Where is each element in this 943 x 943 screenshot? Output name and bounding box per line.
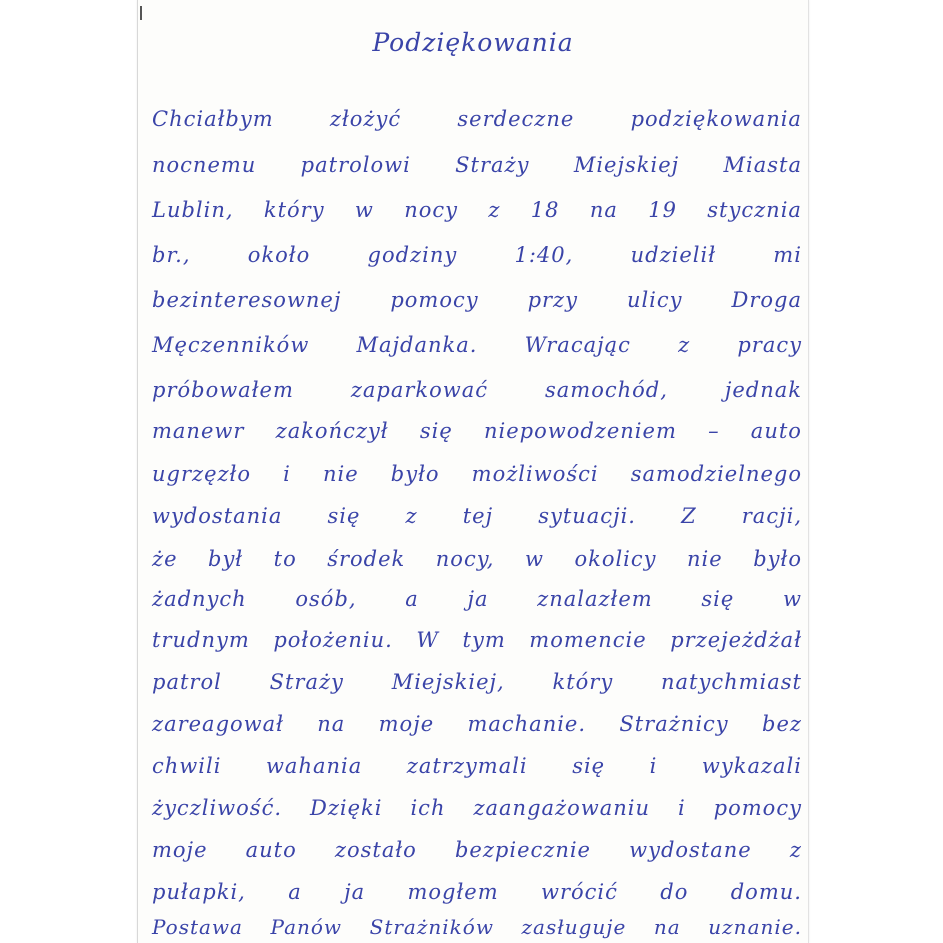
handwritten-letter-page	[137, 0, 809, 943]
handwritten-word: Z	[681, 504, 697, 528]
handwritten-word: to	[273, 547, 297, 571]
handwritten-word: –	[708, 419, 720, 443]
handwritten-word: Lublin,	[152, 198, 234, 222]
handwritten-word: było	[390, 462, 440, 486]
handwritten-word: przejeżdżał	[670, 628, 802, 652]
handwritten-word: jednak	[724, 378, 802, 402]
handwritten-word: na	[653, 915, 681, 939]
handwritten-word: wykazali	[701, 754, 802, 778]
handwritten-word: samodzielnego	[630, 462, 802, 486]
handwritten-word: i	[677, 796, 686, 820]
handwritten-word: ja	[344, 880, 366, 904]
letter-line	[152, 580, 802, 618]
handwritten-word: patrolowi	[300, 153, 411, 177]
handwritten-word: próbowałem	[152, 378, 294, 402]
handwritten-word: bezpiecznie	[454, 838, 591, 862]
handwritten-word: bez	[762, 712, 802, 736]
handwritten-word: zareagował	[152, 712, 284, 736]
handwritten-word: Straży	[455, 153, 530, 177]
letter-line	[152, 281, 802, 319]
handwritten-word: tym	[462, 628, 506, 652]
handwritten-word: racji,	[741, 504, 802, 528]
handwritten-word: manewr	[152, 419, 245, 443]
handwritten-word: się	[327, 504, 361, 528]
handwritten-word: było	[753, 547, 802, 571]
handwritten-word: Miejskiej,	[391, 670, 505, 694]
handwritten-word: w	[782, 587, 802, 611]
handwritten-word: był	[208, 547, 244, 571]
handwritten-word: trudnym	[152, 628, 250, 652]
handwritten-word: zaangażowaniu	[473, 796, 651, 820]
handwritten-word: życzliwość.	[152, 796, 283, 820]
letter-title: Podziękowania	[372, 28, 574, 57]
handwritten-word: pułapki,	[152, 880, 246, 904]
handwritten-word: ulicy	[626, 288, 683, 312]
handwritten-word: wahania	[265, 754, 363, 778]
handwritten-word: a	[405, 587, 419, 611]
letter-line	[152, 326, 802, 364]
letter-line	[152, 747, 802, 785]
handwritten-word: osób,	[295, 587, 357, 611]
letter-line	[152, 371, 802, 409]
handwritten-word: ja	[467, 587, 489, 611]
handwritten-word: do	[660, 880, 689, 904]
letter-line	[152, 621, 802, 659]
handwritten-word: się	[419, 419, 453, 443]
handwritten-word: w	[354, 198, 374, 222]
handwritten-word: na	[589, 198, 618, 222]
handwritten-word: mogłem	[407, 880, 499, 904]
handwritten-word: pomocy	[713, 796, 802, 820]
handwritten-word: zaparkować	[350, 378, 489, 402]
handwritten-word: około	[247, 243, 311, 267]
handwritten-word: Strażnicy	[619, 712, 729, 736]
letter-line	[152, 705, 802, 743]
handwritten-word: natychmiast	[660, 670, 802, 694]
handwritten-word: który	[263, 198, 325, 222]
handwritten-word: który	[552, 670, 614, 694]
handwritten-word: zakończył	[275, 419, 389, 443]
letter-line	[152, 663, 802, 701]
handwritten-word: z	[488, 198, 501, 222]
handwritten-word: wydostania	[152, 504, 283, 528]
handwritten-word: okolicy	[574, 547, 657, 571]
handwritten-word: W	[416, 628, 439, 652]
handwritten-word: 19	[648, 198, 677, 222]
handwritten-word: Wracając	[524, 333, 631, 357]
handwritten-word: br.,	[152, 243, 191, 267]
handwritten-word: nocy,	[435, 547, 495, 571]
handwritten-word: na	[317, 712, 346, 736]
letter-line	[152, 789, 802, 827]
handwritten-word: Panów	[270, 915, 343, 939]
handwritten-word: i	[283, 462, 291, 486]
handwritten-word: położeniu.	[273, 628, 393, 652]
handwritten-word: zostało	[334, 838, 417, 862]
handwritten-word: podziękowania	[630, 107, 802, 131]
handwritten-word: się	[701, 587, 735, 611]
handwritten-word: ugrzęzło	[152, 462, 252, 486]
handwritten-word: pracy	[737, 333, 802, 357]
handwritten-word: możliwości	[471, 462, 599, 486]
handwritten-word: z	[678, 333, 691, 357]
handwritten-word: znalazłem	[537, 587, 653, 611]
handwritten-word: nocy	[404, 198, 459, 222]
letter-line	[152, 497, 802, 535]
handwritten-word: uznanie.	[708, 915, 802, 939]
handwritten-word: przy	[527, 288, 578, 312]
letter-line	[152, 831, 802, 869]
handwritten-word: serdeczne	[457, 107, 575, 131]
handwritten-word: machanie.	[467, 712, 587, 736]
handwritten-word: Postawa	[152, 915, 243, 939]
handwritten-word: z	[405, 504, 418, 528]
handwritten-word: patrol	[152, 670, 222, 694]
handwritten-word: 18	[530, 198, 560, 222]
handwritten-word: tej	[462, 504, 494, 528]
handwritten-word: auto	[245, 838, 297, 862]
handwritten-word: moje	[378, 712, 435, 736]
handwritten-word: że	[152, 547, 178, 571]
handwritten-word: Majdanka.	[356, 333, 478, 357]
handwritten-word: 1:40,	[514, 243, 574, 267]
handwritten-word: udzielił	[630, 243, 717, 267]
handwritten-word: pomocy	[390, 288, 479, 312]
letter-line	[152, 873, 802, 911]
handwritten-word: niepowodzeniem	[483, 419, 677, 443]
handwritten-word: auto	[750, 419, 802, 443]
handwritten-word: nie	[687, 547, 723, 571]
handwritten-word: wrócić	[541, 880, 618, 904]
handwritten-word: Męczenników	[152, 333, 310, 357]
handwritten-word: samochód,	[544, 378, 668, 402]
letter-line	[152, 191, 802, 229]
handwritten-word: złożyć	[329, 107, 402, 131]
handwritten-word: się	[572, 754, 606, 778]
handwritten-word: Straży	[269, 670, 344, 694]
handwritten-word: domu.	[730, 880, 802, 904]
letter-line	[152, 146, 802, 184]
letter-line	[152, 455, 802, 493]
handwritten-word: chwili	[152, 754, 222, 778]
handwritten-word: momencie	[529, 628, 647, 652]
handwritten-word: stycznia	[707, 198, 802, 222]
handwritten-word: z	[789, 838, 802, 862]
handwritten-word: Miasta	[723, 153, 802, 177]
handwritten-word: sytuacji.	[538, 504, 636, 528]
handwritten-word: Strażników	[369, 915, 494, 939]
handwritten-word: Chciałbym	[152, 107, 274, 131]
letter-line	[152, 236, 802, 274]
handwritten-word: zasługuje	[521, 915, 627, 939]
letter-line	[152, 100, 802, 138]
page-edge-mark	[140, 6, 142, 20]
handwritten-word: Miejskiej	[573, 153, 680, 177]
handwritten-word: i	[649, 754, 658, 778]
letter-line	[152, 540, 802, 578]
handwritten-word: żadnych	[152, 587, 247, 611]
letter-line	[152, 908, 802, 943]
handwritten-word: mi	[773, 243, 802, 267]
handwritten-word: nie	[322, 462, 359, 486]
handwritten-word: nocnemu	[152, 153, 257, 177]
handwritten-word: bezinteresownej	[152, 288, 342, 312]
handwritten-word: ich	[410, 796, 446, 820]
letter-line	[152, 412, 802, 450]
handwritten-word: moje	[152, 838, 208, 862]
handwritten-word: a	[288, 880, 302, 904]
handwritten-word: godziny	[367, 243, 458, 267]
handwritten-word: środek	[327, 547, 406, 571]
handwritten-word: zatrzymali	[406, 754, 528, 778]
handwritten-word: wydostane	[629, 838, 752, 862]
handwritten-word: Dzięki	[310, 796, 383, 820]
handwritten-word: w	[524, 547, 544, 571]
handwritten-word: Droga	[731, 288, 802, 312]
